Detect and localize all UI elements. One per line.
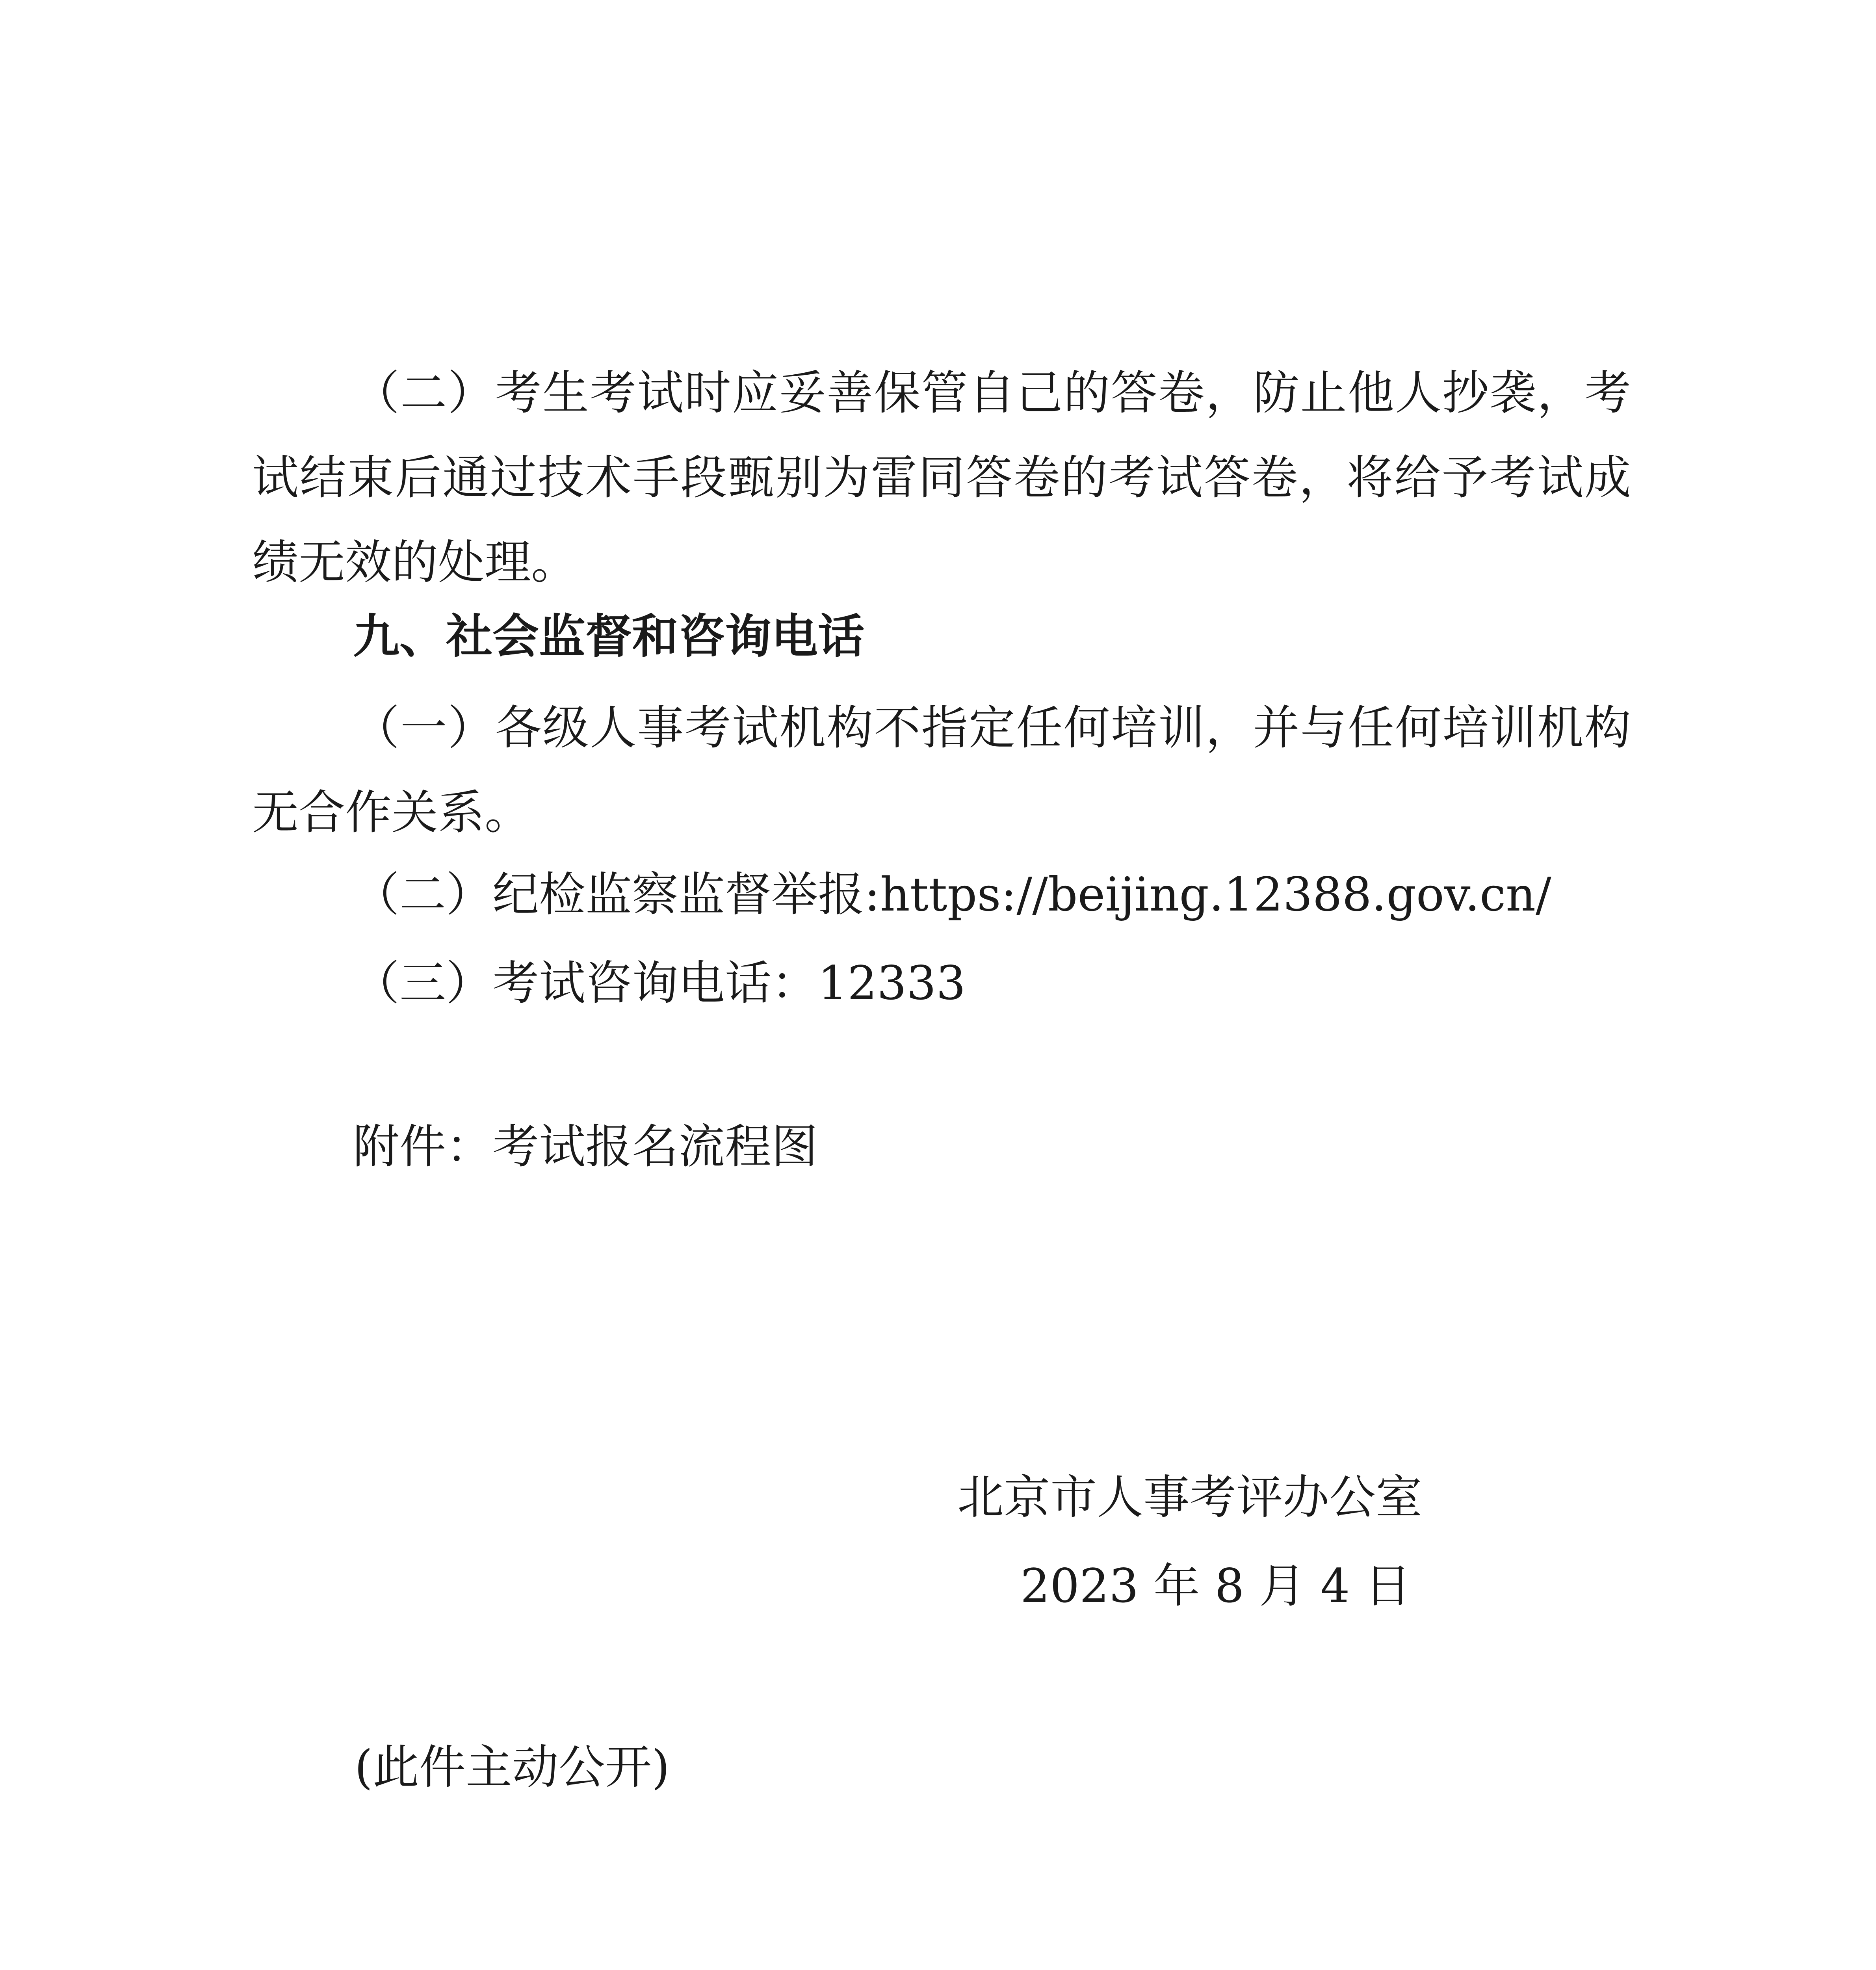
attachment-line: 附件：考试报名流程图	[353, 1119, 818, 1174]
report-line: （二）纪检监察监督举报:https://beijing.12388.gov.cn/	[353, 867, 1551, 922]
signature-date: 2023 年 8 月 4 日	[1020, 1559, 1411, 1613]
section-heading-supervision: 九、社会监督和咨询电话	[353, 609, 865, 663]
disclosure-note: (此件主动公开)	[355, 1740, 670, 1794]
paragraph-training-disclaimer: （一）各级人事考试机构不指定任何培训，并与任何培训机构无合作关系。	[252, 701, 1631, 840]
signature-org: 北京市人事考评办公室	[957, 1470, 1423, 1524]
hotline-line: （三）考试咨询电话：12333	[353, 956, 966, 1010]
paragraph-answer-sheet-rule: （二）考生考试时应妥善保管自己的答卷，防止他人抄袭，考试结束后通过技术手段甄别为雷同答卷的考试答卷，将给予考试成绩无效的处理。	[252, 366, 1631, 589]
